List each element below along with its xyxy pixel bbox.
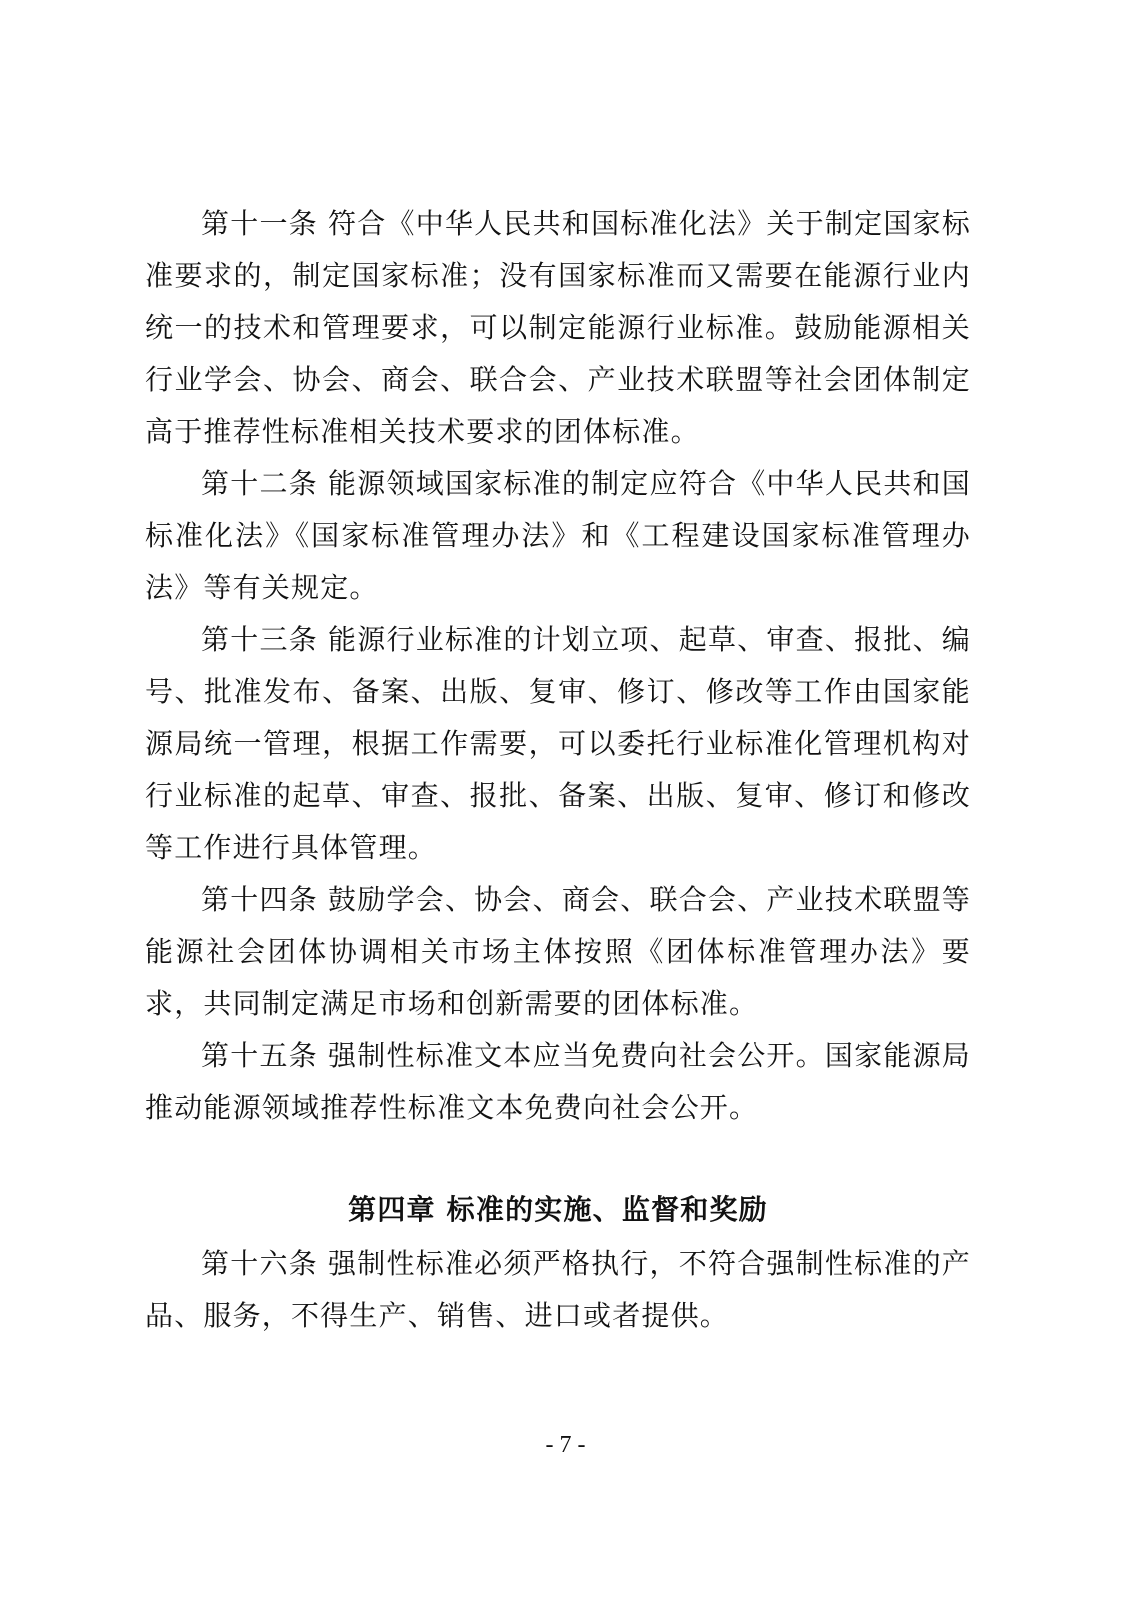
article-14 <box>145 874 971 1030</box>
article-11-number: 第十一条 <box>201 207 318 240</box>
article-11 <box>145 198 971 458</box>
article-16 <box>145 1238 971 1342</box>
article-16-text: 强制性标准必须严格执行，不符合强制性标准的产品、服务，不得生产、销售、进口或者提供。 <box>145 1247 971 1332</box>
article-12-number: 第十二条 <box>201 467 318 500</box>
article-13-text: 能源行业标准的计划立项、起草、审查、报批、编号、批准发布、备案、出版、复审、修订、修改等工作由国家能源局统一管理，根据工作需要，可以委托行业标准化管理机构对行业标准的起草、审查、报批、备案、出版、复审、修订和修改等工作进行具体管理。 <box>145 623 971 864</box>
article-13 <box>145 614 971 874</box>
article-12 <box>145 458 971 614</box>
article-12-text: 能源领域国家标准的制定应符合《中华人民共和国标准化法》《国家标准管理办法》和《工程建设国家标准管理办法》等有关规定。 <box>145 467 971 604</box>
page-number: - 7 - <box>545 1432 586 1458</box>
article-13-number: 第十三条 <box>201 623 318 656</box>
chapter-title: 第四章 标准的实施、监督和奖励 <box>348 1193 768 1226</box>
article-14-number: 第十四条 <box>201 883 318 916</box>
article-14-text: 鼓励学会、协会、商会、联合会、产业技术联盟等能源社会团体协调相关市场主体按照《团体标准管理办法》要求，共同制定满足市场和创新需要的团体标准。 <box>145 883 971 1020</box>
article-15-number: 第十五条 <box>201 1039 318 1072</box>
article-11-text: 符合《中华人民共和国标准化法》关于制定国家标准要求的，制定国家标准；没有国家标准而又需要在能源行业内统一的技术和管理要求，可以制定能源行业标准。鼓励能源相关行业学会、协会、商会、联合会、产业技术联盟等社会团体制定高于推荐性标准相关技术要求的团体标准。 <box>145 207 971 448</box>
article-16-number: 第十六条 <box>201 1247 318 1280</box>
article-15-text: 强制性标准文本应当免费向社会公开。国家能源局推动能源领域推荐性标准文本免费向社会公开。 <box>145 1039 971 1124</box>
document-page <box>145 198 971 1342</box>
article-15 <box>145 1030 971 1134</box>
